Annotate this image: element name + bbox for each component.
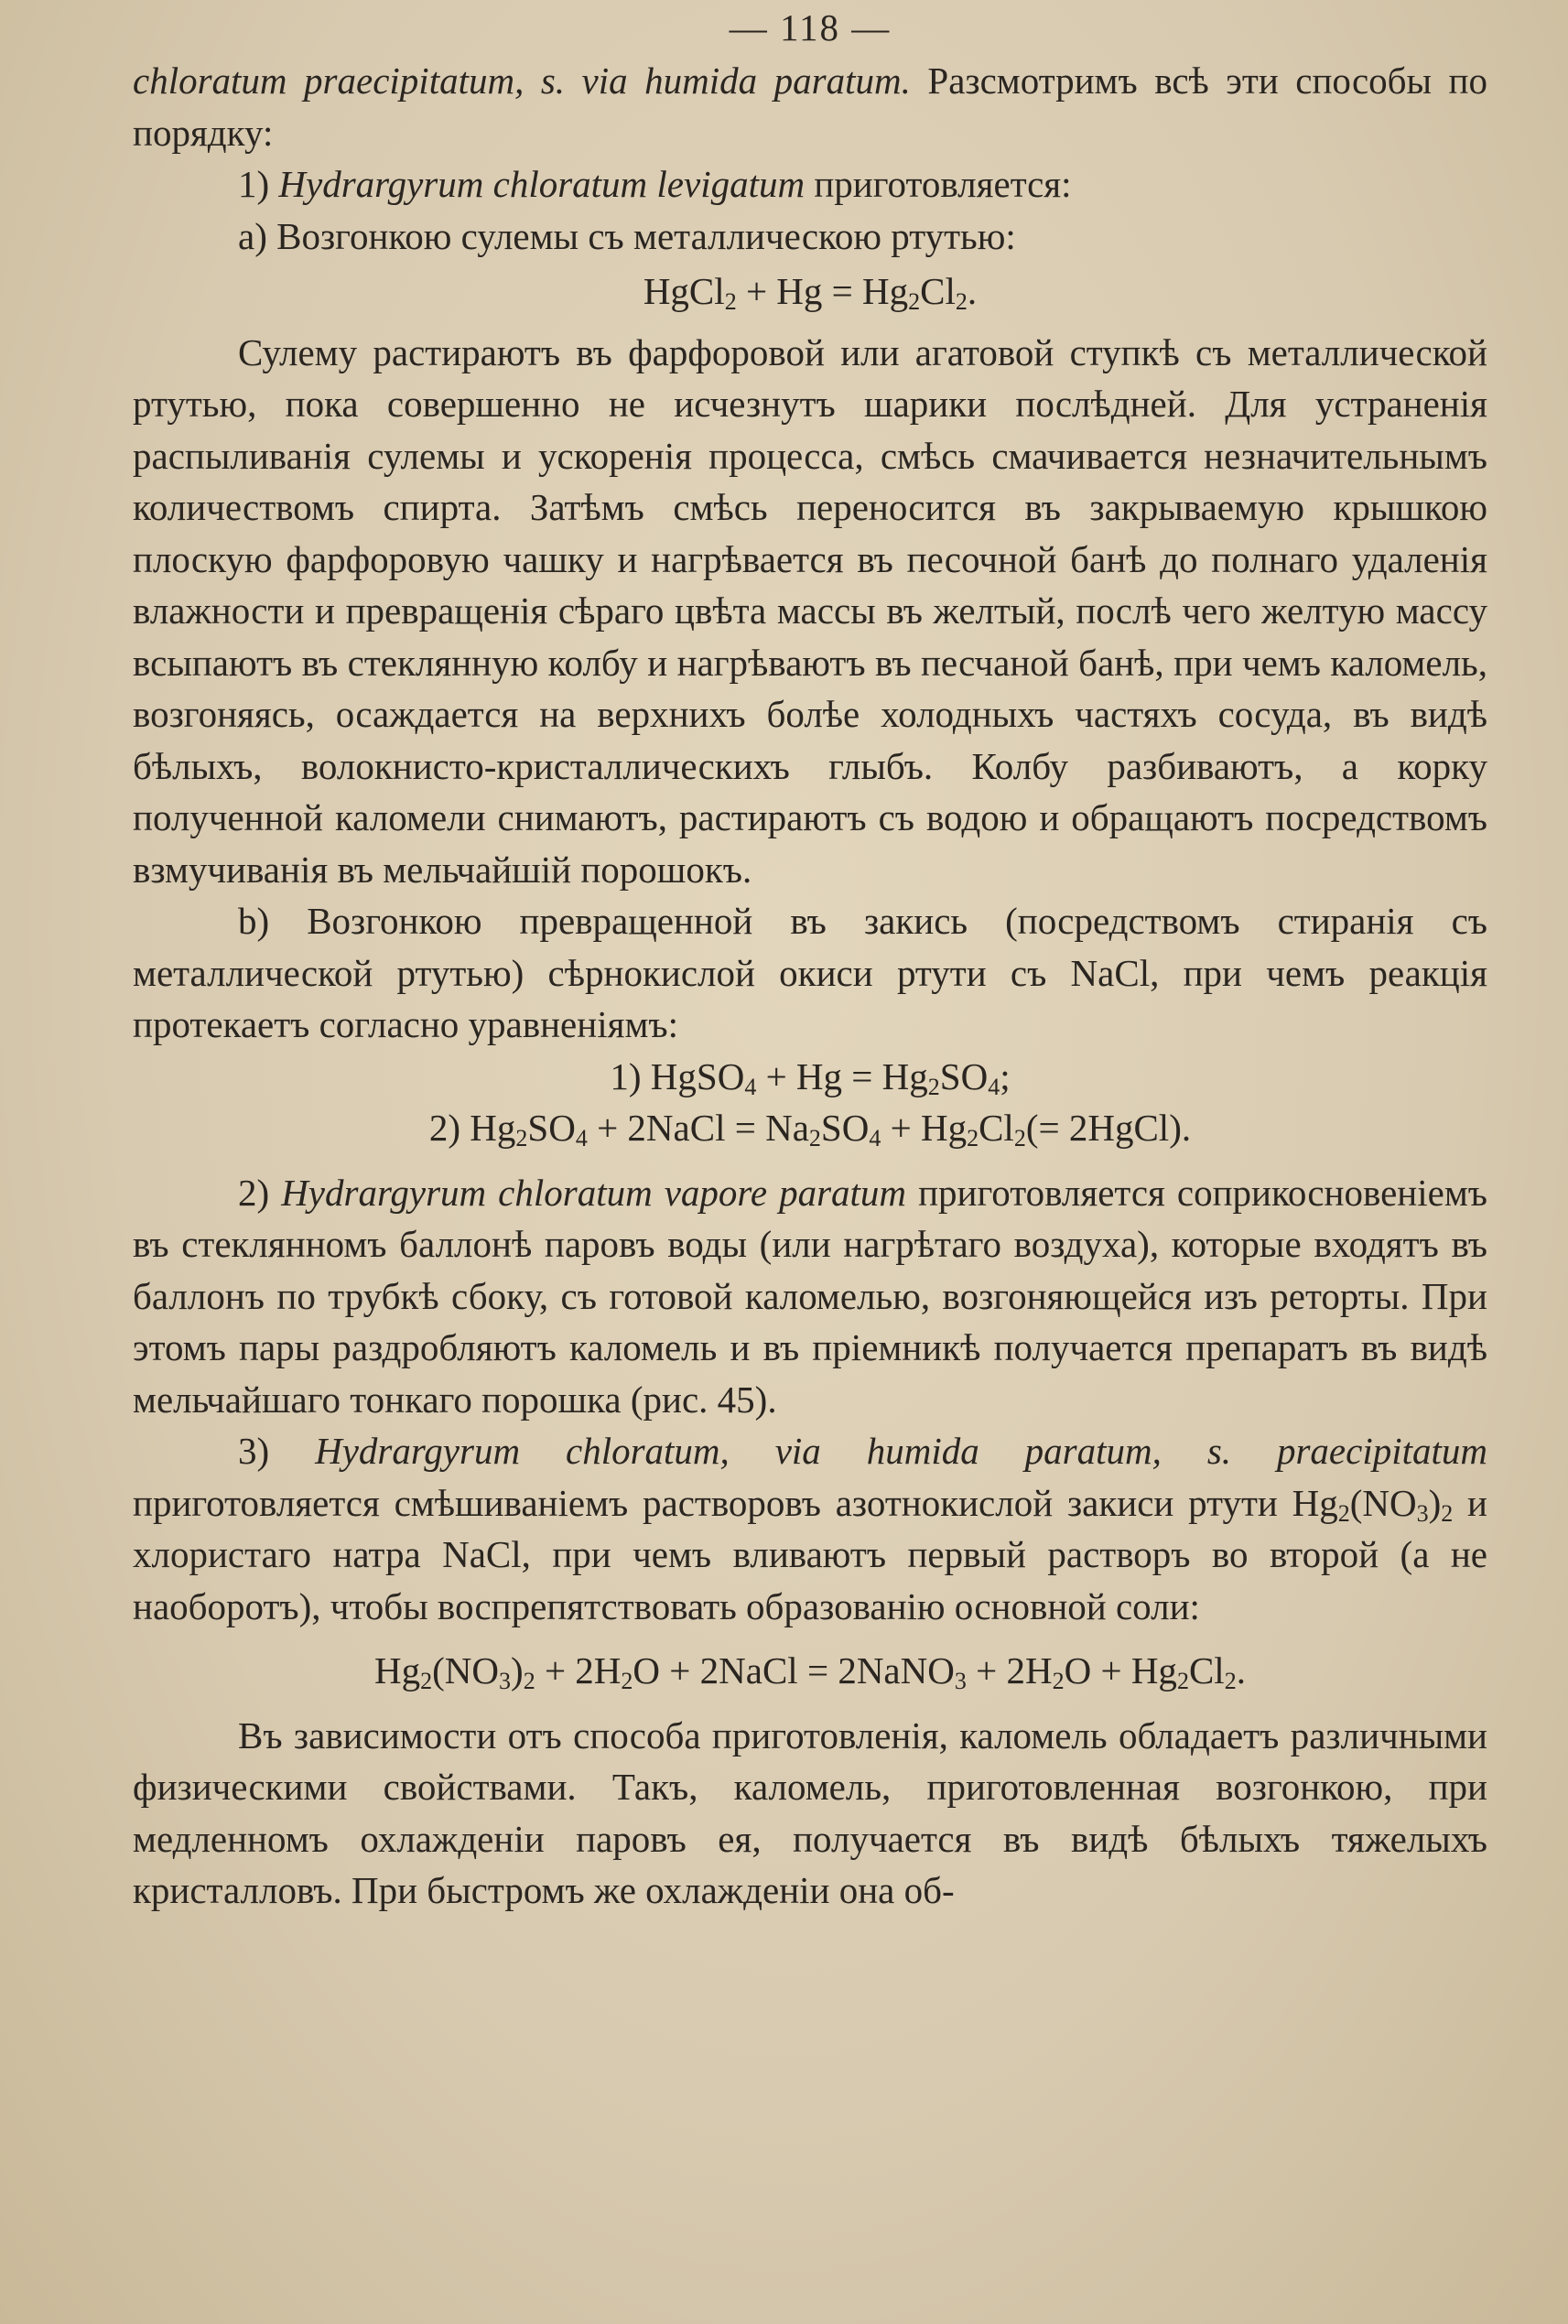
paragraph-properties: Въ зависимости отъ способа приготовленія, каломель обладаетъ различными физическими свойствами. Такъ, каломель, приготовленная возгонкою, при медленномъ охлажденіи паровъ ея, получается въ видѣ бѣлыхъ тяжелыхъ кристалловъ. При быстромъ же охлажденіи она об- — [133, 1713, 1487, 1911]
equation-2: 2) $Hg_2SO_4$ + 2NaCl = $Na_2SO_4 + Hg_2Cl_2(=$ 2HgCl). — [428, 1107, 1192, 1151]
paragraph-method-1a: Сулему растираютъ въ фарфоровой или агатовой ступкѣ съ металлической ртутью, пока совершенно не исчезнутъ шарики послѣдней. Для устраненія распыливанія сулемы и ускоренія процесса, смѣсь смачивается незначительнымъ количествомъ спирта. Затѣмъ смѣсь переносится въ закрываемую крышкою плоскую фарфоровую чашку и нагрѣвается въ песочной банѣ до полнаго удаленія влажности и превращенія сѣраго цвѣта массы въ желтый, послѣ чего желтую массу всыпаютъ въ стеклянную колбу и нагрѣваютъ въ песчаной банѣ, при чемъ каломель, возгоняясь, осаждается на верхнихъ болѣе холодныхъ частяхъ сосуда, въ видѣ бѣлыхъ, волокнисто-кристаллическихъ глыбъ. Колбу разбиваютъ, а корку полученной каломели снимаютъ, растираютъ съ водою и обращаютъ посредствомъ взмучиванія въ мельчайшій порошокъ. — [133, 330, 1487, 891]
item-3: 3) Hydrargyrum chloratum, via humida paratum, s. praecipitatum приготовляется смѣшиваніемъ растворовъ азотнокислой закиси ртути $Hg_2(NO_3)_2$ и хлористаго натра NaCl, при чемъ вливаютъ первый растворъ во второй (а не наоборотъ), чтобы воспрепятствовать образованію основной соли: — [133, 1430, 1487, 1627]
latin-term: chloratum praecipitatum, s. via humida paratum. — [133, 59, 911, 102]
item-1a: a) Возгонкою сулемы съ металлическою ртутью: — [238, 214, 1016, 257]
formula-3: $Hg_2(NO_3)_2 + 2H_2O$ + 2NaCl = 2NaNO$_3$ + $2H_2O + Hg_2Cl_2$. — [374, 1649, 1246, 1694]
latin-term: Hydrargyrum chloratum, via humida paratum, s. praecipitatum — [315, 1430, 1487, 1472]
item-1b: b) Возгонкою превращенной въ закись (посредствомъ стиранія съ металлической ртутью) сѣрнокислой окиси ртути съ NaCl, при чемъ реакція протекаетъ согласно уравненіямъ: — [133, 900, 1487, 1045]
latin-term: Hydrargyrum chloratum vapore paratum — [281, 1171, 907, 1214]
item-2: 2) Hydrargyrum chloratum vapore paratum приготовляется соприкосновеніемъ въ стеклянномъ баллонѣ паровъ воды (или нагрѣтаго воздуха), которые входятъ въ баллонъ по трубкѣ сбоку, съ готовой каломелью, возгоняющейся изъ реторты. При этомъ пары раздробляютъ каломель и въ пріемникѣ получается препаратъ въ видѣ мельчайшаго тонкаго порошка (рис. 45). — [133, 1171, 1487, 1421]
paragraph-intro: chloratum praecipitatum, s. via humida paratum. Разсмотримъ всѣ эти способы по порядку: — [133, 59, 1487, 154]
formula-1: HgCl$_2$ + $Hg = Hg_2Cl_2$. — [643, 270, 978, 315]
latin-term: Hydrargyrum chloratum levigatum — [278, 163, 806, 205]
page-number: — 118 — — [729, 6, 892, 49]
item-1-heading: 1) Hydrargyrum chloratum levigatum приготовляется: — [238, 163, 1072, 205]
text-body — [133, 0, 1487, 1917]
equation-1: 1) HgSO$_4$ + $Hg = Hg_2SO_4$; — [610, 1054, 1011, 1100]
